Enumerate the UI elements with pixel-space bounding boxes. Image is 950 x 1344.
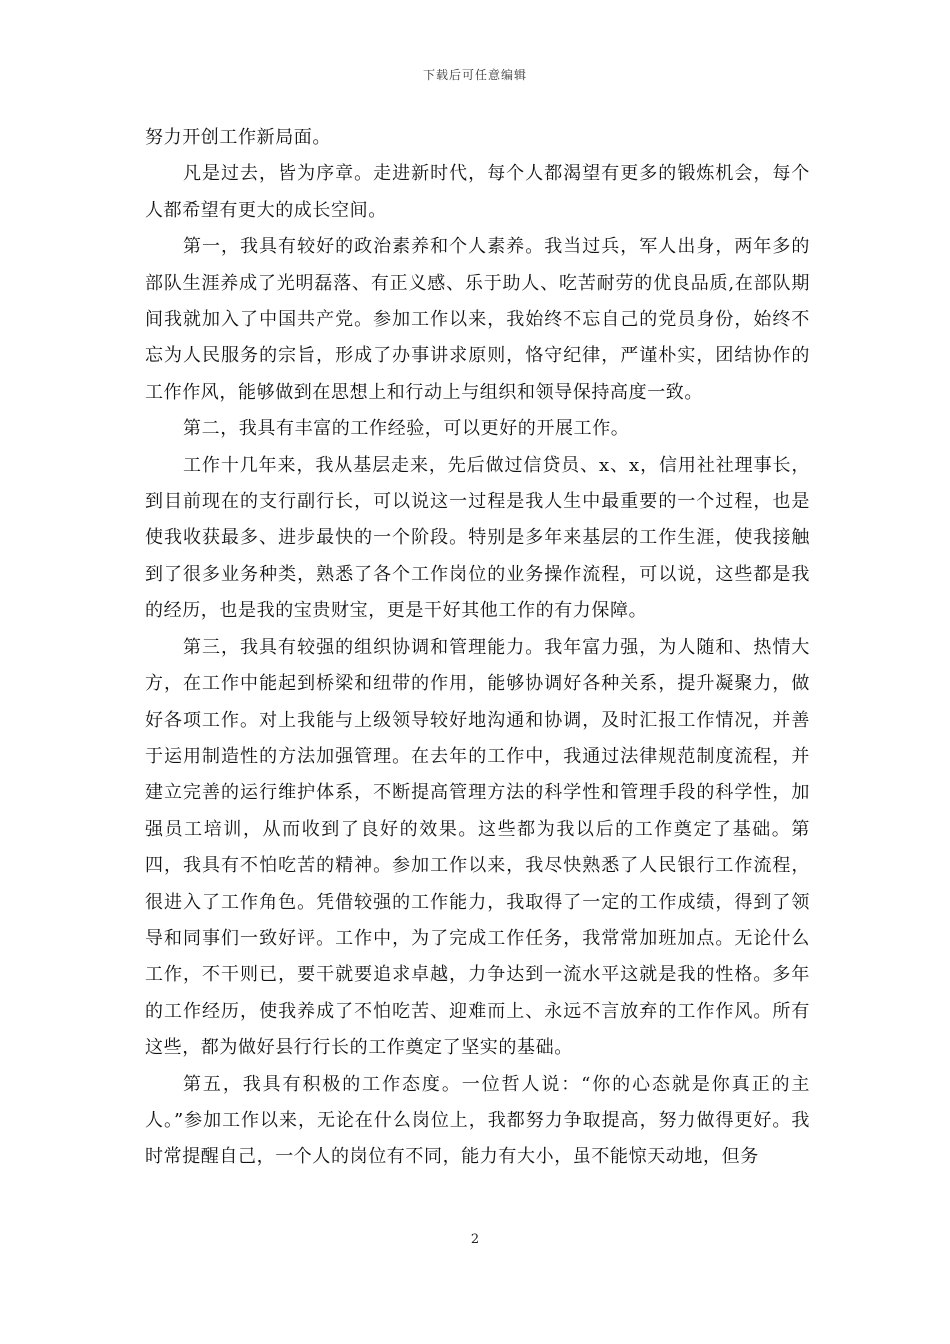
paragraph-6: 第三，我具有较强的组织协调和管理能力。我年富力强，为人随和、热情大方，在工作中能起到桥梁和纽带的作用，能够协调好各种关系，提升凝聚力，做好各项工作。对上我能与上级领导较好地沟通和协调，及时汇报工作情况，并善于运用制造性的方法加强管理。在去年的工作中，我通过法律规范制度流程，并建立完善的运行维护体系，不断提高管理方法的科学性和管理手段的科学性，加强员工培训，从而收到了良好的效果。这些都为我以后的工作奠定了基础。第四，我具有不怕吃苦的精神。参加工作以来，我尽快熟悉了人民银行工作流程，很进入了工作角色。凭借较强的工作能力，我取得了一定的工作成绩，得到了领导和同事们一致好评。工作中，为了完成工作任务，我常常加班加点。无论什么工作，不干则已，要干就要追求卓越，力争达到一流水平这就是我的性格。多年的工作经历，使我养成了不怕吃苦、迎难而上、永远不言放弃的工作作风。所有这些，都为做好县行行长的工作奠定了坚实的基础。: [145, 636, 810, 1059]
page-header: 下载后可任意编辑: [422, 68, 527, 82]
paragraph-2: 凡是过去，皆为序章。走进新时代，每个人都渴望有更多的锻炼机会，每个人都希望有更大的成长空间。: [145, 163, 810, 221]
paragraph-1: 努力开创工作新局面。: [145, 127, 331, 148]
paragraph-7: 第五，我具有积极的工作态度。一位哲人说：“你的心态就是你真正的主人。”参加工作以来，无论在什么岗位上，我都努力争取提高，努力做得更好。我时常提醒自己，一个人的岗位有不同，能力有大小，虽不能惊天动地，但务: [145, 1073, 810, 1168]
document-body: [145, 120, 810, 1176]
paragraph-3: 第一，我具有较好的政治素养和个人素养。我当过兵，军人出身，两年多的部队生涯养成了光明磊落、有正义感、乐于助人、吃苦耐劳的优良品质,在部队期间我就加入了中国共产党。参加工作以来，我始终不忘自己的党员身份，始终不忘为人民服务的宗旨，形成了办事讲求原则，恪守纪律，严谨朴实，团结协作的工作作风，能够做到在思想上和行动上与组织和领导保持高度一致。: [145, 236, 810, 403]
page-number: 2: [470, 1232, 480, 1247]
paragraph-4: 第二，我具有丰富的工作经验，可以更好的开展工作。: [183, 418, 630, 440]
paragraph-5: 工作十几年来，我从基层走来，先后做过信贷员、x、x，信用社社理事长，到目前现在的支行副行长，可以说这一过程是我人生中最重要的一个过程，也是使我收获最多、进步最快的一个阶段。特别是多年来基层的工作生涯，使我接触到了很多业务种类，熟悉了各个工作岗位的业务操作流程，可以说，这些都是我的经历，也是我的宝贵财宝，更是干好其他工作的有力保障。: [145, 454, 810, 622]
